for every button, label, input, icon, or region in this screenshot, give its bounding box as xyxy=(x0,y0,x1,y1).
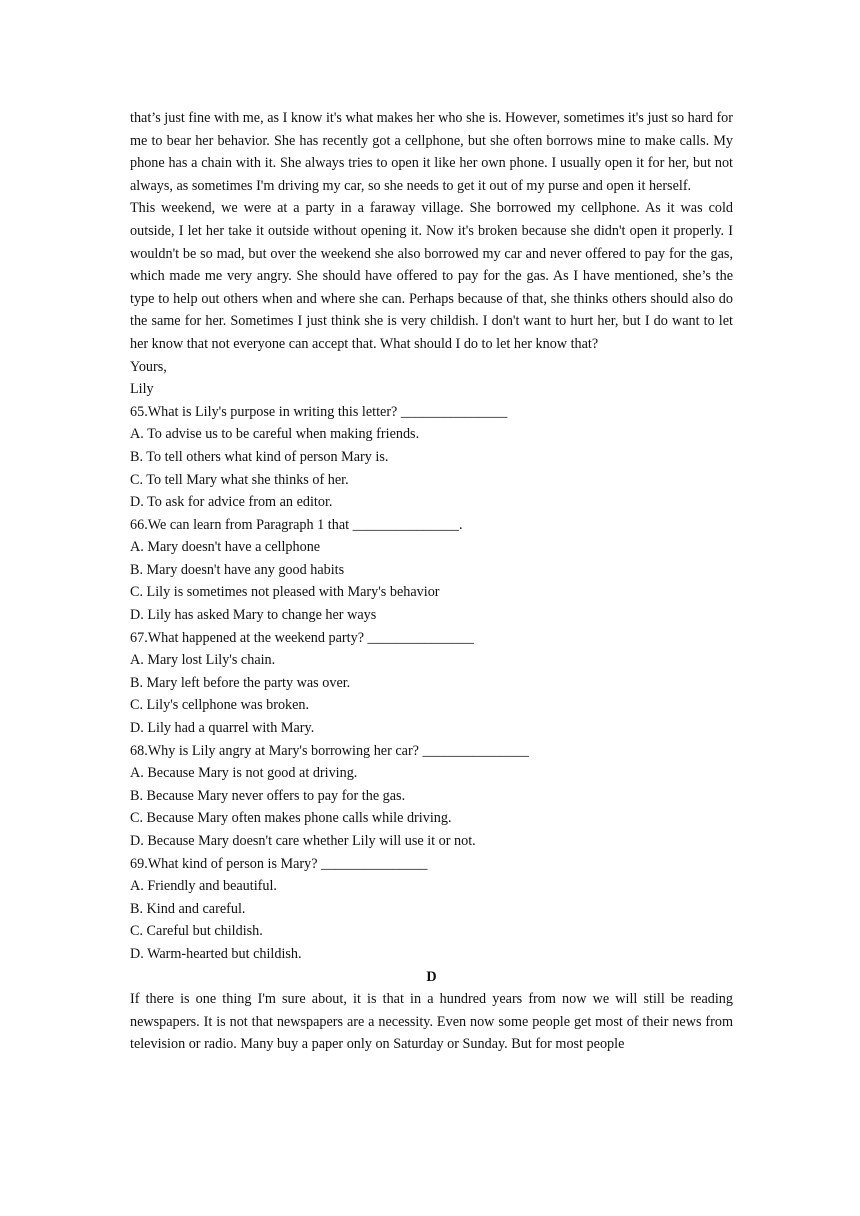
option-c: C. Lily is sometimes not pleased with Mary's behavior xyxy=(130,584,440,601)
question-stem: 67.What happened at the weekend party? _______________ xyxy=(130,629,474,646)
option-b: B. Mary doesn't have any good habits xyxy=(130,561,345,578)
question-stem: 69.What kind of person is Mary? _______________ xyxy=(130,855,428,872)
question-68 xyxy=(130,740,733,853)
question-67 xyxy=(130,627,733,740)
option-d: D. Warm-hearted but childish. xyxy=(130,945,302,962)
letter-paragraph-1: that’s just fine with me, as I know it's what makes her who she is. However, sometimes it's just so hard for me to bear her behavior. She has recently got a cellphone, but she often borrows mine to make calls. My phone has a chain with it. She always tries to open it like her own phone. I usually open it for her, but not always, as sometimes I'm driving my car, so she needs to get it out of my purse and open it herself. xyxy=(130,110,733,194)
option-a: A. To advise us to be careful when making friends. xyxy=(130,426,420,443)
option-c: C. Because Mary often makes phone calls while driving. xyxy=(130,810,452,827)
question-stem: 68.Why is Lily angry at Mary's borrowing her car? _______________ xyxy=(130,742,529,759)
question-65 xyxy=(130,401,733,514)
option-d: D. Because Mary doesn't care whether Lily will use it or not. xyxy=(130,833,476,849)
section-heading-d: D xyxy=(426,968,437,985)
option-a: A. Because Mary is not good at driving. xyxy=(130,765,358,782)
question-66 xyxy=(130,514,733,627)
option-b: B. Kind and careful. xyxy=(130,900,246,917)
option-a: A. Mary doesn't have a cellphone xyxy=(130,539,321,556)
letter-paragraph-2: This weekend, we were at a party in a faraway village. She borrowed my cellphone. As it was cold outside, I let her take it outside without opening it. Now it's broken because she didn't open it properly. I wouldn't be so mad, but over the weekend she also borrowed my car and never offered to pay for the gas, which made me very angry. She should have offered to pay for the gas. As I have mentioned, she’s the type to help out others when and where she can. Perhaps because of that, she thinks others should also do the same for her. Sometimes I just think she is very childish. I don't want to hurt her, but I do want to let her know that not everyone can accept that. What should I do to let her know that? xyxy=(130,200,733,352)
option-a: A. Friendly and beautiful. xyxy=(130,878,277,895)
option-d: D. To ask for advice from an editor. xyxy=(130,494,333,511)
option-c: C. Careful but childish. xyxy=(130,923,263,940)
question-69 xyxy=(130,853,733,966)
option-a: A. Mary lost Lily's chain. xyxy=(130,652,276,669)
option-d: D. Lily has asked Mary to change her ways xyxy=(130,607,377,624)
document-page xyxy=(130,107,733,1056)
option-b: B. Because Mary never offers to pay for the gas. xyxy=(130,787,406,804)
option-d: D. Lily had a quarrel with Mary. xyxy=(130,720,315,737)
question-stem: 65.What is Lily's purpose in writing this letter? _______________ xyxy=(130,403,508,420)
letter-signature: Lily xyxy=(130,381,154,398)
question-stem: 66.We can learn from Paragraph 1 that _______________. xyxy=(130,516,463,533)
section-d-paragraph-1: If there is one thing I'm sure about, it is that in a hundred years from now we will still be reading newspapers. It is not that newspapers are a necessity. Even now some people get most of their news from television or radio. Many buy a paper only on Saturday or Sunday. But for most people xyxy=(130,991,733,1053)
option-c: C. To tell Mary what she thinks of her. xyxy=(130,471,349,488)
letter-closing: Yours, xyxy=(130,358,167,375)
option-c: C. Lily's cellphone was broken. xyxy=(130,697,310,714)
option-b: B. Mary left before the party was over. xyxy=(130,674,351,691)
option-b: B. To tell others what kind of person Mary is. xyxy=(130,448,389,465)
